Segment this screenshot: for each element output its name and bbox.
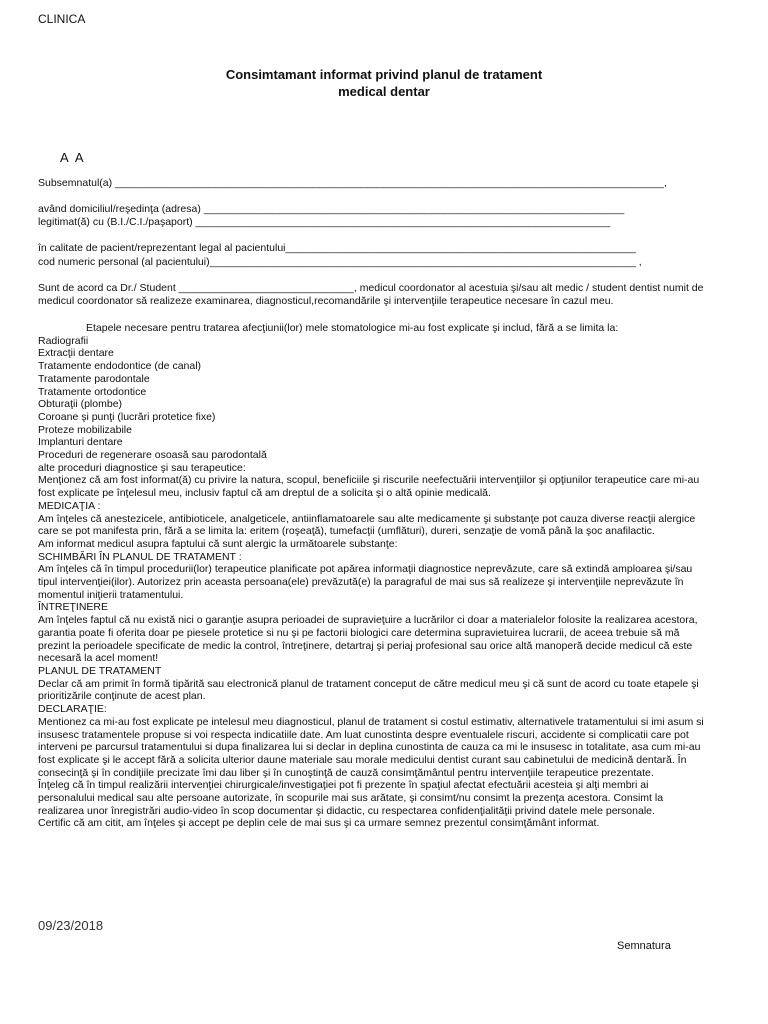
procedure-item: Proceduri de regenerare osoasă sau parodontală <box>38 449 267 462</box>
procedure-item: Tratamente parodontale <box>38 372 150 385</box>
treatment-plan-paragraph: Declar că am primit în formă tipărită sau electronică planul de tratament conceput de către medicul meu şi că sunt de acord cu toate etapele şi prioritizările conţinute de acest plan. <box>38 677 699 703</box>
maintenance-paragraph: Am înţeles faptul că nu există nici o garanţie asupra perioadei de supravieţuire a lucrărilor ci doar a materialelor folosite la realizarea acestora, garantia poate fi oferita doar pe piesele protetice si nu şi pe factorii biologici care determina supravietuirea lucrarii, de aceea trebuie să mă prezint la perioadele specificate de medic la control, întreţinere, detartraj şi periaj profesional sau orice altă manoperă decide medicul că este necesară la acel moment! <box>38 614 698 665</box>
declaration-heading: DECLARAŢIE: <box>38 703 107 716</box>
allergy-paragraph: Am informat medicul asupra faptului că sunt alergic la următoarele substanţe: <box>38 537 398 550</box>
clinic-label: CLINICA <box>38 12 86 26</box>
procedure-item: Proteze mobilizabile <box>38 423 132 436</box>
role-field: în calitate de pacient/reprezentant legal al pacientului____________________________________________________________ <box>38 242 636 254</box>
cnp-field: cod numeric personal (al pacientului)_________________________________________________________________________ , <box>38 256 642 268</box>
certification-paragraph: Certific că am citit, am înţeles şi accept pe deplin cele de mai sus şi ca urmare semnez prezentul consimţământ informat. <box>38 817 600 830</box>
procedure-item: Tratamente endodontice (de canal) <box>38 360 202 373</box>
treatment-plan-heading: PLANUL DE TRATAMENT <box>38 664 162 677</box>
document-title-line2: medical dentar <box>338 84 430 99</box>
name-field: Subsemnatul(a) ______________________________________________________________________________________________, <box>38 177 667 189</box>
plan-changes-paragraph: Am înţeles că în timpul procedurii(lor) terapeutice planificate pot apărea informaţii diagnostice neprevăzute, care să extindă amploarea şi/sau tipul intervenţiei(ilor). Autorizez prin aceasta persoana(ele) prevăzută(e) la paragraful de mai sus să realizeze şi intervenţiile neprevăzute în momentul iniţierii tratamentului. <box>38 563 693 601</box>
stages-intro: Etapele necesare pentru tratarea afecţiunii(lor) mele stomatologice mi-au fost explicate şi includ, fără a se limita la: <box>86 322 619 334</box>
procedure-item: Obturaţii (plombe) <box>38 398 123 411</box>
consent-paragraph: Sunt de acord ca Dr./ Student ______________________________, medicul coordonator al acestuia şi/sau alt medic / student dentist numit de medicul coordonator să realizeze examinarea, diagnosticul,recomandările şi intervenţiile terapeutice necesare în cazul meu. <box>38 282 704 307</box>
document-title-line1: Consimtamant informat privind planul de tratament <box>225 67 543 82</box>
maintenance-heading: ÎNTREŢINERE <box>38 601 109 614</box>
declaration-paragraph: Mentionez ca mi-au fost explicate pe intelesul meu diagnosticul, planul de tratament si costul estimativ, alternativele tratamentului si imi asum si insusesc tratamentele propuse si voi respecta indicatiile date. Am luat cunostinta despre eventualele riscuri, accidente si complicatii care pot interveni pe parcursul tratamentului si dupa finalizarea lui si declar in deplina cunostinta de cauza ca mi le insusesc in totalitate, asa cum mi-au fost explicate şi le accept fără a solicita ulterior daune materiale sau morale medicului dentist curant sau cabinetului de medicină dentară. În consecinţă şi în condiţiile precizate îmi dau liber şi în cunoştinţă de cauză consimţământul pentru intervenţiile terapeutice prezentate. <box>38 715 704 779</box>
document-date: 09/23/2018 <box>38 918 104 933</box>
presence-consent-paragraph: Înţeleg că în timpul realizării intervenţiei chirurgicale/investigaţiei pot fi prezente în spaţiul afectat efectuării acesteia şi alţi membri ai personalului medical sau alte persoane autorizate, în scopurile mai sus arătate, şi consimt/nu consimt la prezenţa acestora. Consimt la realizarea unor înregistrări audio-video în scop documentar şi didactic, cu respectarea confidenţialităţii privind datele mele personale. <box>38 779 664 817</box>
address-field: având domiciliul/reşedinţa (adresa) ________________________________________________________________________ <box>38 203 625 215</box>
procedure-item: Extracţii dentare <box>38 347 114 360</box>
signature-label: Semnatura <box>617 940 671 952</box>
id-document-field: legitimat(ă) cu (B.I./C.I./paşaport) _______________________________________________________________________ <box>38 216 611 228</box>
information-paragraph: Menţionez că am fost informat(ă) cu privire la natura, scopul, beneficiile şi riscurile neefectuării intervenţiilor şi opţiunilor terapeutice care mi-au fost explicate pe înţelesul meu, inclusiv faptul că am dreptul de a solicita şi o altă opinie medicală. <box>38 474 700 500</box>
document-body <box>38 322 706 830</box>
medication-heading: MEDICAŢIA : <box>38 499 101 512</box>
patient-initials: A A <box>60 150 86 165</box>
procedure-item: Radiografii <box>38 334 89 347</box>
medication-paragraph: Am înţeles că anestezicele, antibioticele, analgeticele, antiinflamatoarele sau alte medicamente şi substanţe pot cauza diverse reacţii alergice care se pot manifesta prin, fără a se limita la: eritem (roşeaţă), tumefacţii (umflături), dureri, senzaţie de vomă până la şoc anafilactic. <box>38 512 696 538</box>
procedure-item: Tratamente ortodontice <box>38 385 147 398</box>
procedure-item: Implanturi dentare <box>38 436 123 449</box>
procedure-item: Coroane şi punţi (lucrări protetice fixe) <box>38 410 216 423</box>
plan-changes-heading: SCHIMBĂRI ÎN PLANUL DE TRATAMENT : <box>38 550 242 563</box>
procedure-item: alte proceduri diagnostice şi sau terapeutice: <box>38 461 246 474</box>
